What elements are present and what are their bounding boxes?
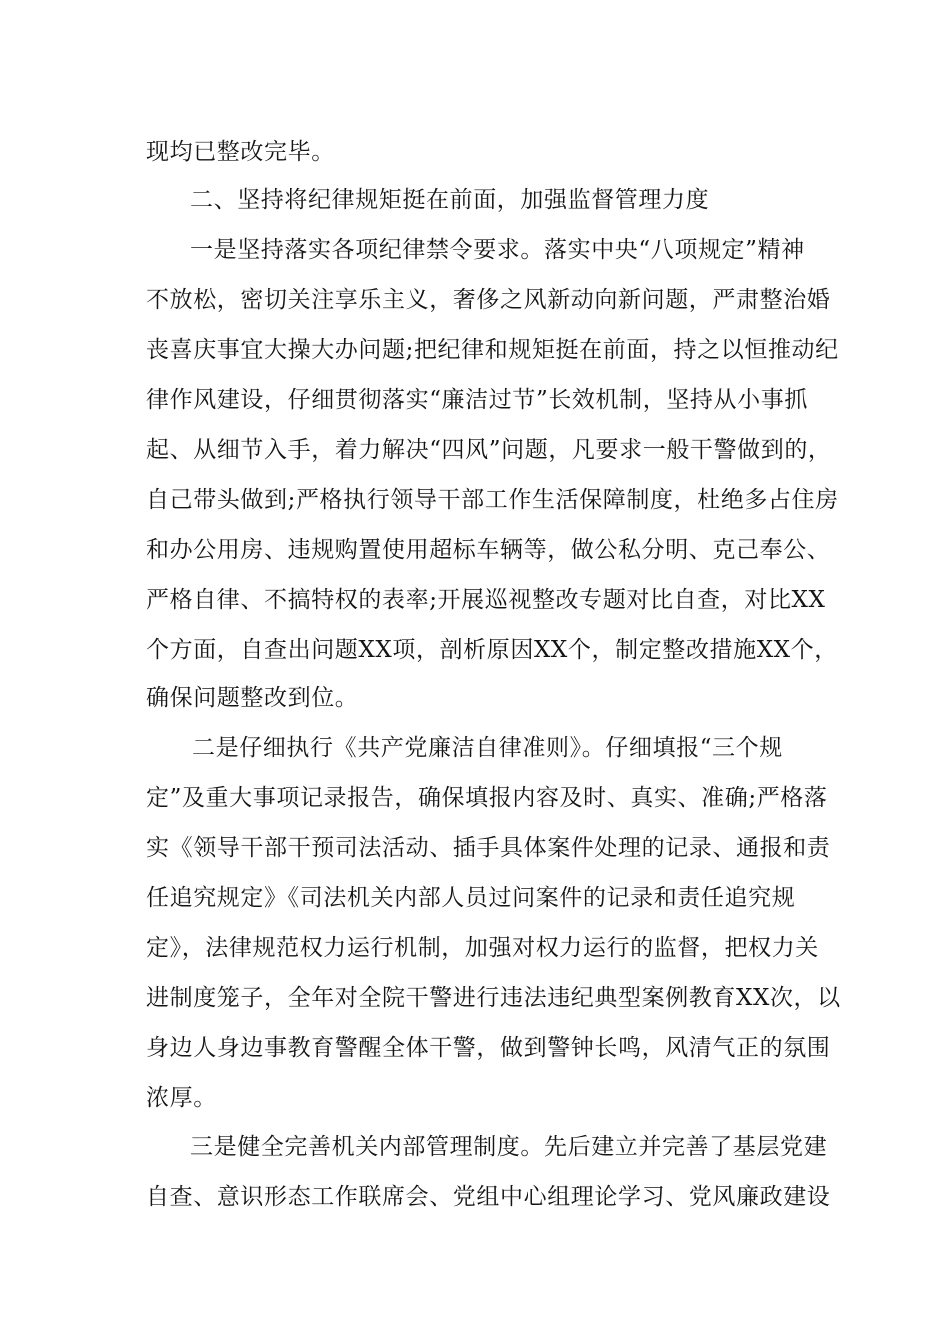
body-text-line: 严格自律、不搞特权的表率;开展巡视整改专题对比自查，对比XX [146, 587, 826, 613]
body-text-line: 实《领导干部干预司法活动、插手具体案件处理的记录、通报和责 [146, 835, 831, 861]
body-text-line: 任追究规定》《司法机关内部人员过问案件的记录和责任追究规 [146, 885, 796, 911]
body-text-line: 现均已整改完毕。 [146, 139, 335, 165]
body-text-line: 不放松，密切关注享乐主义，奢侈之风新动向新问题，严肃整治婚 [146, 287, 831, 313]
body-text-line: 律作风建设，仔细贯彻落实“廉洁过节”长效机制，坚持从小事抓 [146, 387, 808, 413]
body-text-line: 一是坚持落实各项纪律禁令要求。落实中央“八项规定”精神 [190, 237, 805, 263]
body-text-line: 和办公用房、违规购置使用超标车辆等，做公私分明、克己奉公、 [146, 537, 831, 563]
body-text-line: 浓厚。 [146, 1085, 217, 1111]
body-text-line: 定》，法律规范权力运行机制，加强对权力运行的监督，把权力关 [146, 935, 819, 961]
body-text-line: 自己带头做到;严格执行领导干部工作生活保障制度，杜绝多占住房 [146, 487, 839, 513]
body-text-line: 自查、意识形态工作联席会、党组中心组理论学习、党风廉政建设 [146, 1184, 831, 1210]
body-text-line: 三是健全完善机关内部管理制度。先后建立并完善了基层党建 [190, 1134, 828, 1160]
section-heading: 二、坚持将纪律规矩挺在前面，加强监督管理力度 [190, 187, 710, 213]
body-text-line: 身边人身边事教育警醒全体干警，做到警钟长鸣，风清气正的氛围 [146, 1035, 831, 1061]
body-text-line: 丧喜庆事宜大操大办问题;把纪律和规矩挺在前面，持之以恒推动纪 [146, 337, 839, 363]
body-text-line: 定”及重大事项记录报告，确保填报内容及时、真实、准确;严格落 [146, 785, 828, 811]
body-text-line: 个方面，自查出问题XX项，剖析原因XX个，制定整改措施XX个， [146, 637, 838, 663]
body-text-line: 起、从细节入手，着力解决“四风”问题，凡要求一般干警做到的， [146, 437, 832, 463]
body-text-line: 进制度笼子，全年对全院干警进行违法违纪典型案例教育XX次，以 [146, 985, 841, 1011]
body-text-line: 二是仔细执行《共产党廉洁自律准则》。仔细填报“三个规 [192, 735, 783, 761]
body-text-line: 确保问题整改到位。 [146, 685, 359, 711]
